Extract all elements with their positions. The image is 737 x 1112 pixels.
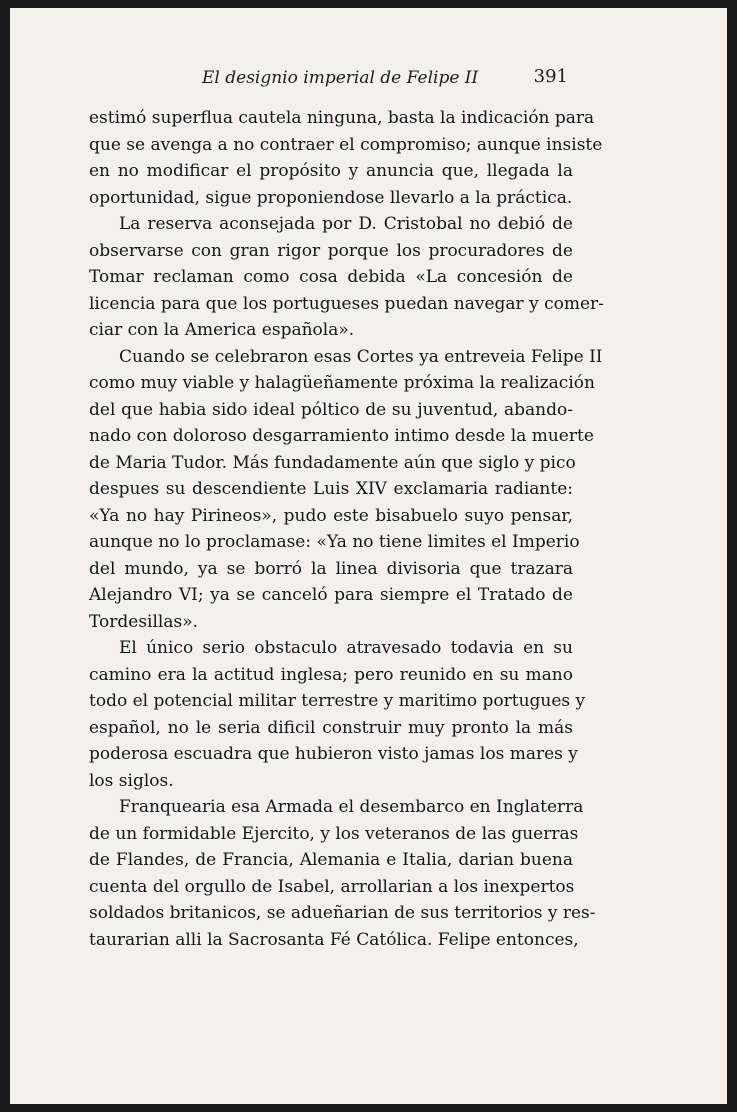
- text-line: El único serio obstaculo atravesado todavia en su: [119, 638, 573, 658]
- paragraph: [89, 794, 596, 953]
- text-line: Alejandro VI; ya se canceló para siempre el Tratado de: [89, 585, 573, 605]
- text-line: nado con doloroso desgarramiento intimo desde la muerte: [89, 426, 594, 446]
- paragraph: [89, 211, 604, 344]
- text-line: cuenta del orgullo de Isabel, arrollarian a los inexpertos: [89, 876, 575, 897]
- text-line: estimó superflua cautela ninguna, basta la indicación para: [89, 108, 595, 128]
- text-line: todo el potencial militar terrestre y maritimo portugues y: [89, 691, 586, 711]
- text-line: camino era la actitud inglesa; pero reunido en su mano: [89, 664, 573, 685]
- paragraph: [89, 635, 586, 794]
- text-line: que se avenga a no contraer el compromiso; aunque insiste: [89, 134, 603, 155]
- text-line: de Maria Tudor. Más fundadamente aún que siglo y pico: [89, 452, 576, 473]
- text-line: de un formidable Ejercito, y los veteranos de las guerras: [89, 823, 579, 844]
- text-line: «Ya no hay Pirineos», pudo este bisabuelo suyo pensar,: [89, 505, 573, 526]
- text-line: oportunidad, sigue proponiendose llevarlo a la práctica.: [89, 187, 573, 208]
- text-line: despues su descendiente Luis XIV exclamaria radiante:: [89, 479, 573, 499]
- text-line: del mundo, ya se borró la linea divisoria que trazara: [89, 558, 573, 579]
- paragraph: [89, 344, 603, 636]
- text-line: español, no le seria dificil construir muy pronto la más: [89, 717, 573, 738]
- text-line: de Flandes, de Francia, Alemania e Italia, darian buena: [89, 850, 573, 870]
- text-line: La reserva aconsejada por D. Cristobal no debió de: [119, 214, 573, 234]
- text-line: del que habia sido ideal póltico de su juventud, abando-: [89, 399, 573, 420]
- running-title: El designio imperial de Felipe II: [202, 68, 479, 88]
- text-line: Franquearia esa Armada el desembarco en Inglaterra: [119, 797, 584, 817]
- text-line: Cuando se celebraron esas Cortes ya entreveia Felipe II: [119, 346, 603, 367]
- text-line: los siglos.: [89, 770, 174, 791]
- text-line: como muy viable y halagüeñamente próxima la realización: [89, 373, 595, 393]
- text-line: aunque no lo proclamase: «Ya no tiene limites el Imperio: [89, 532, 580, 552]
- book-page: [10, 8, 727, 1104]
- page-number: 391: [533, 66, 568, 87]
- text-line: soldados britanicos, se adueñarian de sus territorios y res-: [89, 903, 596, 923]
- text-line: Tordesillas».: [89, 611, 199, 632]
- text-line: taurarian alli la Sacrosanta Fé Católica. Felipe entonces,: [89, 929, 579, 950]
- text-line: en no modificar el propósito y anuncia que, llegada la: [89, 161, 573, 181]
- body-text: [89, 105, 604, 953]
- paragraph: [89, 105, 603, 211]
- text-line: licencia para que los portugueses puedan navegar y comer-: [89, 293, 604, 314]
- page-header: [202, 68, 582, 96]
- text-line: observarse con gran rigor porque los procuradores de: [89, 240, 573, 261]
- text-line: Tomar reclaman como cosa debida «La concesión de: [89, 267, 573, 287]
- text-line: ciar con la America española».: [89, 320, 355, 340]
- text-line: poderosa escuadra que hubieron visto jamas los mares y: [89, 744, 578, 764]
